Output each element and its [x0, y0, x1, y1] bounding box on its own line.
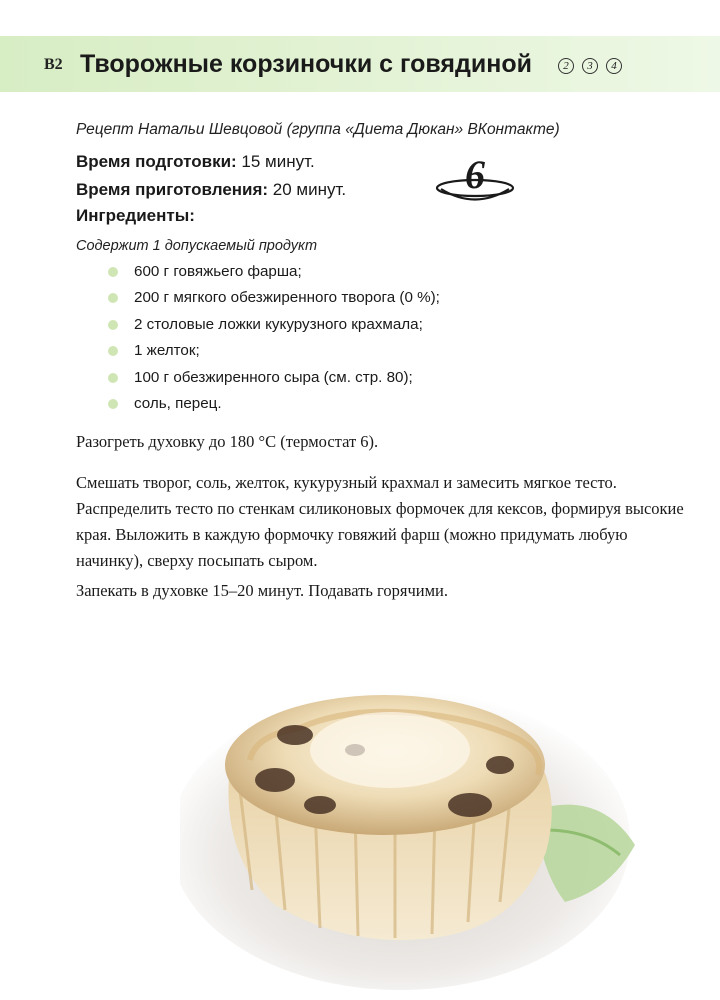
bullet-icon [108, 346, 118, 356]
ingredient-text: 200 г мягкого обезжиренного творога (0 %); [134, 289, 440, 307]
list-item [108, 262, 440, 288]
serving-plate-icon [432, 148, 518, 208]
cook-time-value: 20 минут. [268, 180, 347, 199]
serving-count: 6 [465, 152, 485, 197]
bullet-icon [108, 267, 118, 277]
instruction-step: Разогреть духовку до 180 °C (термостат 6). [76, 432, 379, 451]
cook-time [76, 180, 346, 200]
ingredients-heading: Ингредиенты: [76, 206, 195, 225]
list-item [108, 394, 440, 420]
list-item [108, 368, 440, 394]
prep-time-value: 15 минут. [236, 152, 315, 171]
bullet-icon [108, 320, 118, 330]
dish-photo [180, 640, 660, 990]
list-item [108, 288, 440, 314]
instruction-step: Смешать творог, соль, желток, кукурузный крахмал и замесить мягкое тесто. Распределить тесто по стенкам силиконовых формочек для кексов, формируя высокие края. Выложить в каждую формочку говяжий фарш (можно придумать любую начинку), сверху посыпать сыром. [76, 473, 684, 570]
instruction-step: Запекать в духовке 15–20 минут. Подавать горячими. [76, 581, 448, 600]
phase-badge: 3 [582, 58, 598, 74]
bullet-icon [108, 293, 118, 303]
cook-time-label: Время приготовления: [76, 180, 269, 199]
ingredient-text: соль, перец. [134, 394, 222, 412]
list-item [108, 315, 440, 341]
prep-time-label: Время подготовки: [76, 152, 237, 171]
phase-badge: 2 [558, 58, 574, 74]
contains-note: Содержит 1 допускаемый продукт [76, 238, 318, 254]
list-item [108, 341, 440, 367]
ingredient-list [108, 262, 440, 420]
ingredient-text: 600 г говяжьего фарша; [134, 263, 302, 280]
phase-badge: 4 [606, 58, 622, 74]
recipe-author: Рецепт Натальи Шевцовой (группа «Диета Дюкан» ВКонтакте) [76, 121, 560, 138]
phase-badges [558, 58, 622, 74]
prep-time [76, 152, 315, 172]
recipe-title: Творожные корзиночки с говядиной [80, 50, 532, 78]
ingredient-text: 100 г обезжиренного сыра (см. стр. 80); [134, 368, 413, 386]
bullet-icon [108, 373, 118, 383]
ingredient-text: 1 желток; [134, 342, 200, 360]
bullet-icon [108, 399, 118, 409]
ingredient-text: 2 столовые ложки кукурузного крахмала; [134, 315, 423, 333]
section-code: В2 [44, 56, 63, 73]
